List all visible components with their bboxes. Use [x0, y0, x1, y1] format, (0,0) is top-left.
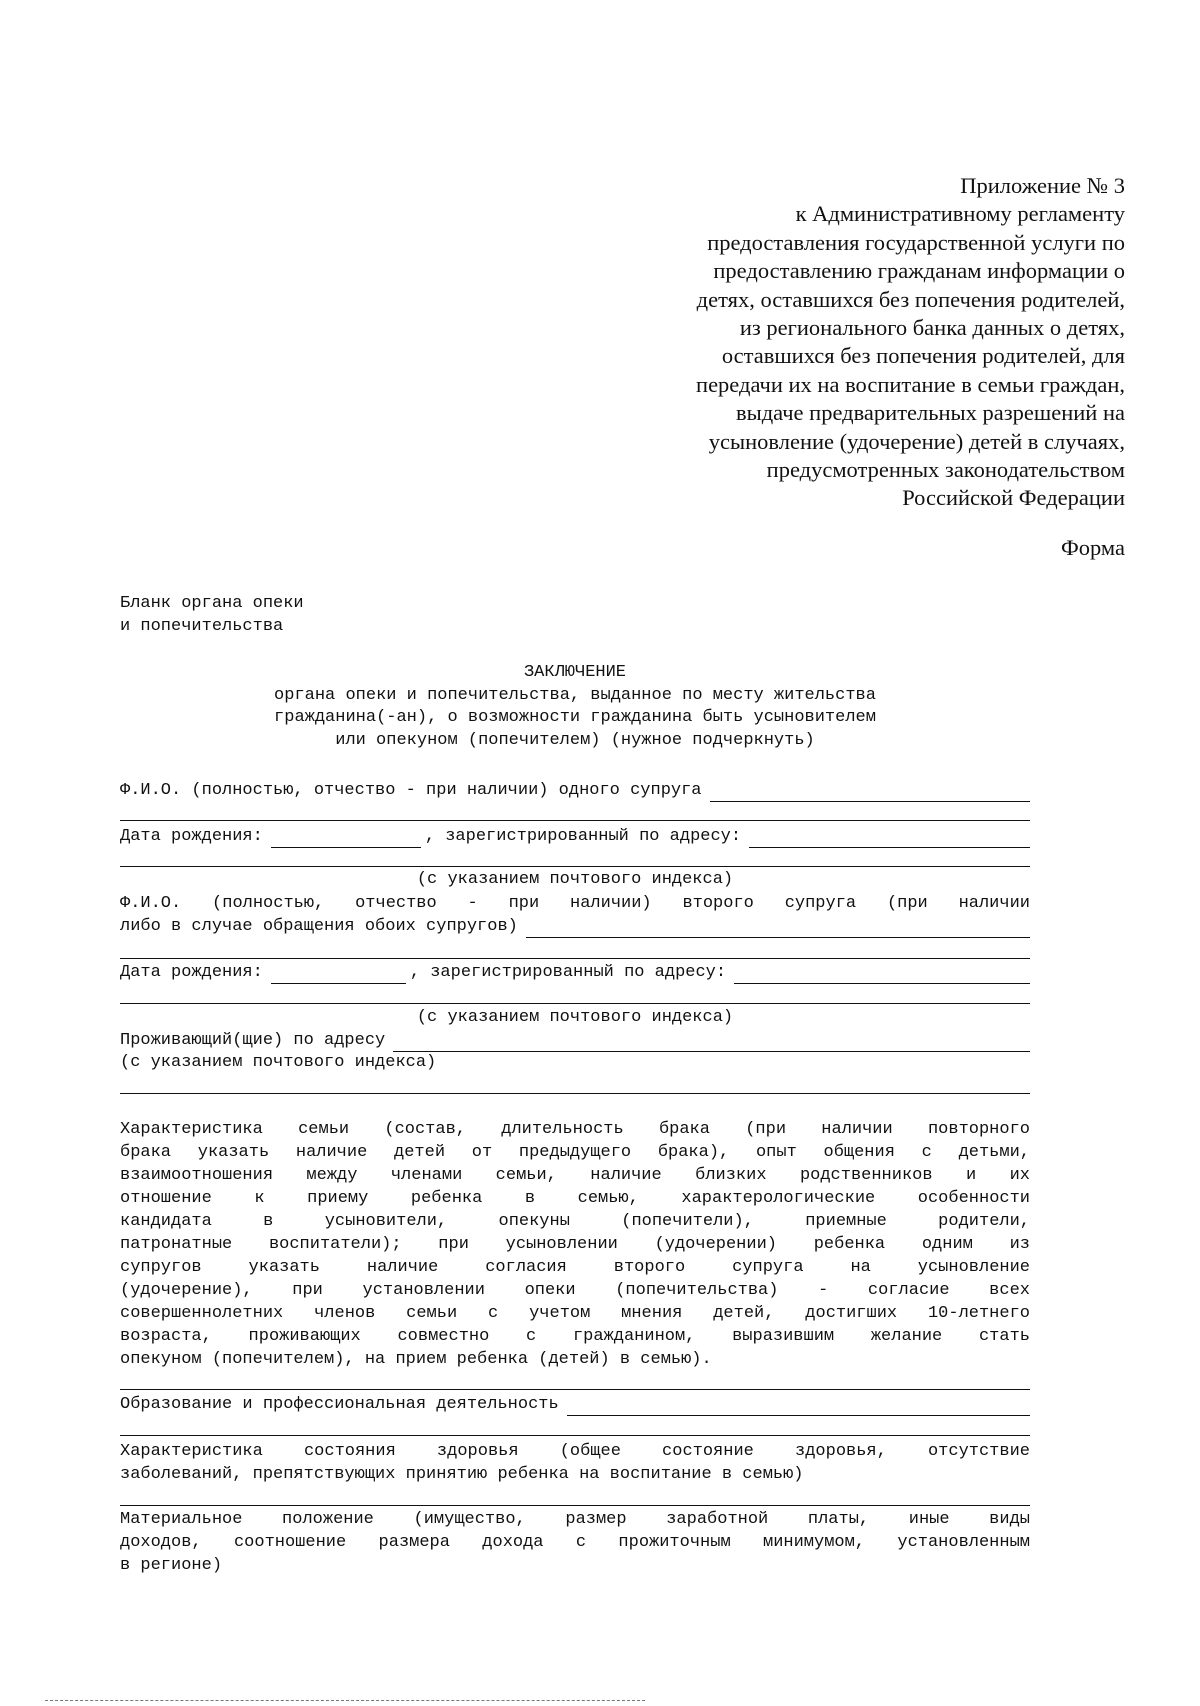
- postal-hint: (с указанием почтового индекса): [120, 1053, 437, 1072]
- family-line: патронатные воспитатели); при усыновлении (удочерении) ребенка одним из: [120, 1235, 1030, 1254]
- health-answer-line[interactable]: [120, 1505, 1030, 1506]
- family-characteristics: [120, 1118, 1030, 1371]
- material-situation: [120, 1508, 1030, 1577]
- education-answer-line[interactable]: [120, 1435, 1030, 1436]
- birth-date-field-1[interactable]: [271, 831, 421, 848]
- spouse2-name-field[interactable]: [526, 921, 1030, 938]
- spouse2-name-row: [120, 916, 1030, 938]
- appendix-line: предоставлению гражданам информации о: [713, 258, 1125, 284]
- family-line: возраста, проживающих совместно с гражданином, выразившим желание стать: [120, 1327, 1030, 1346]
- health-line: Характеристика состояния здоровья (общее состояние здоровья, отсутствие: [120, 1442, 1030, 1461]
- address-field-2[interactable]: [734, 967, 1030, 984]
- residing-row: [120, 1030, 1030, 1052]
- registered-label: , зарегистрированный по адресу:: [424, 827, 742, 846]
- spouse2-name-label: Ф.И.О. (полностью, отчество - при наличии) второго супруга (при наличии: [120, 894, 1030, 913]
- title-line: гражданина(-ан), о возможности гражданина быть усыновителем: [274, 708, 876, 727]
- birth-date-label: Дата рождения:: [120, 827, 263, 846]
- family-line: супругов указать наличие согласия второго супруга на усыновление: [120, 1258, 1030, 1277]
- family-line: совершеннолетних членов семьи с учетом мнения детей, достигших 10-летнего: [120, 1304, 1030, 1323]
- material-line: Материальное положение (имущество, размер заработной платы, иные виды: [120, 1510, 1030, 1529]
- postal-hint: (с указанием почтового индекса): [416, 1008, 734, 1027]
- appendix-line: из регионального банка данных о детях,: [739, 315, 1125, 341]
- education-field[interactable]: [567, 1399, 1030, 1416]
- postal-hint: (с указанием почтового индекса): [416, 870, 734, 889]
- appendix-line: выдаче предварительных разрешений на: [735, 400, 1125, 426]
- education-label: Образование и профессиональная деятельность: [120, 1395, 559, 1414]
- family-line: брака указать наличие детей от предыдущего брака), опыт общения с детьми,: [120, 1143, 1030, 1162]
- family-line: кандидата в усыновители, опекуны (попечители), приемные родители,: [120, 1212, 1030, 1231]
- spouse1-name-row: [120, 780, 1030, 802]
- appendix-line: усыновление (удочерение) детей в случаях,: [708, 428, 1125, 454]
- registered-label: , зарегистрированный по адресу:: [409, 963, 727, 982]
- address-line-2[interactable]: [120, 1003, 1030, 1004]
- appendix-line: предусмотренных законодательством: [766, 457, 1125, 483]
- appendix-line: к Административному регламенту: [795, 201, 1125, 227]
- family-line: взаимоотношения между членами семьи, наличие близких родственников и их: [120, 1166, 1030, 1185]
- appendix-line: детях, оставшихся без попечения родителей,: [696, 286, 1125, 312]
- health-line: заболеваний, препятствующих принятию ребенка на воспитание в семью): [120, 1465, 804, 1484]
- family-line: отношение к приему ребенка в семью, характерологические особенности: [120, 1189, 1030, 1208]
- family-line: (удочерение), при установлении опеки (попечительства) - согласие всех: [120, 1281, 1030, 1300]
- bottom-edge-line: [45, 1700, 645, 1701]
- document-title: [120, 662, 1030, 752]
- appendix-line: передачи их на воспитание в семьи граждан,: [696, 371, 1125, 397]
- residing-address-field[interactable]: [393, 1035, 1030, 1052]
- address-field-1[interactable]: [749, 831, 1030, 848]
- appendix-line: предоставления государственной услуги по: [707, 229, 1125, 255]
- spouse1-name-field[interactable]: [710, 785, 1031, 802]
- appendix-line: оставшихся без попечения родителей, для: [721, 343, 1125, 369]
- health-characteristics: [120, 1440, 1030, 1486]
- residing-address-line[interactable]: [120, 1093, 1030, 1094]
- material-line: в регионе): [120, 1556, 223, 1575]
- appendix-line: Российской Федерации: [902, 485, 1125, 511]
- family-line: Характеристика семьи (состав, длительность брака (при наличии повторного: [120, 1120, 1030, 1139]
- birth-date-field-2[interactable]: [271, 967, 406, 984]
- title-line: органа опеки и попечительства, выданное по месту жительства: [274, 685, 876, 705]
- birth-date-row-1: [120, 826, 1030, 848]
- blank-label: [120, 592, 304, 638]
- family-line: опекуном (попечителем), на прием ребенка (детей) в семью).: [120, 1350, 712, 1369]
- family-answer-line[interactable]: [120, 1389, 1030, 1390]
- birth-date-label: Дата рождения:: [120, 963, 263, 982]
- appendix-header: [696, 172, 1125, 513]
- spouse2-name-line[interactable]: [120, 958, 1030, 959]
- appendix-line: Приложение № 3: [960, 173, 1125, 198]
- birth-date-row-2: [120, 962, 1030, 984]
- education-row: [120, 1394, 1030, 1416]
- spouse1-name-line[interactable]: [120, 820, 1030, 821]
- material-line: доходов, соотношение размера дохода с прожиточным минимумом, установленным: [120, 1533, 1030, 1552]
- spouse1-name-label: Ф.И.О. (полностью, отчество - при наличии) одного супруга: [120, 781, 702, 800]
- form-label: Форма: [1060, 535, 1125, 560]
- residing-label: Проживающий(щие) по адресу: [120, 1031, 386, 1050]
- address-line-1[interactable]: [120, 866, 1030, 867]
- spouse2-name-label-cont: либо в случае обращения обоих супругов): [120, 917, 518, 936]
- title-line: или опекуном (попечителем) (нужное подчеркнуть): [335, 730, 815, 750]
- title-heading: ЗАКЛЮЧЕНИЕ: [523, 663, 627, 682]
- blank-line: Бланк органа опеки: [120, 594, 304, 613]
- blank-line: и попечительства: [120, 617, 284, 636]
